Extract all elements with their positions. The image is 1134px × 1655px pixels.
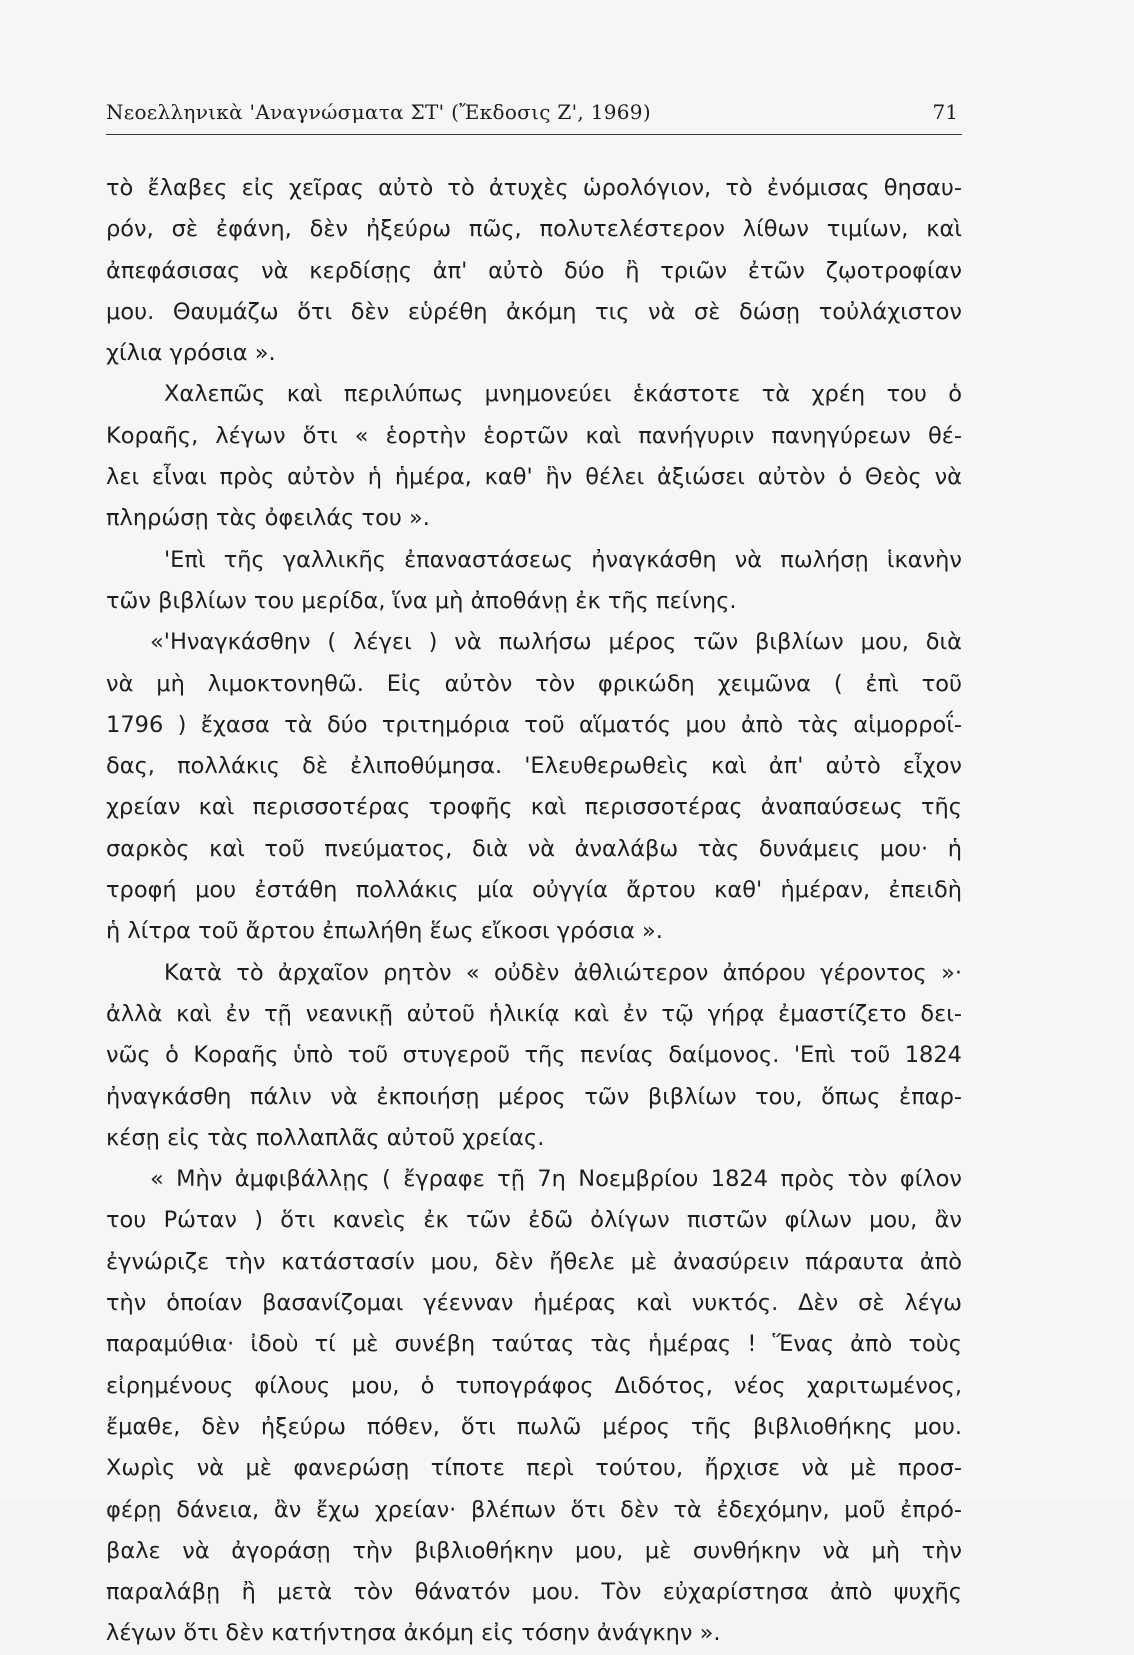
text-line: 'Επὶ τῆς γαλλικῆς ἐπαναστάσεως ἠναγκάσθη νὰ πωλήσῃ ἱκανὴν [164, 546, 962, 573]
text-line: 1796 ) ἔχασα τὰ δύο τριτημόρια τοῦ αἵματός μου ἀπὸ τὰς αἱμορροΐ- [106, 711, 962, 738]
header-title: Νεοελληνικὰ 'Αναγνώσματα ΣΤ' (Ἔκδοσις Ζ', 1969) [106, 100, 651, 124]
text-line: ρόν, σὲ ἐφάνη, δὲν ἠξεύρω πῶς, πολυτελέστερον λίθων τιμίων, καὶ [106, 216, 962, 243]
header-rule [106, 134, 962, 135]
text-line: χρείαν καὶ περισσοτέρας τροφῆς καὶ περισσοτέρας ἀναπαύσεως τῆς [106, 794, 962, 821]
text-line: δας, πολλάκις δὲ ἐλιποθύμησα. 'Ελευθερωθεὶς καὶ ἀπ' αὐτὸ εἶχον [106, 753, 962, 780]
text-line: Χωρὶς νὰ μὲ φανερώσῃ τίποτε περὶ τούτου, ἤρχισε νὰ μὲ προσ- [106, 1455, 962, 1482]
running-header [106, 92, 962, 142]
text-line: βαλε νὰ ἀγοράσῃ τὴν βιβλιοθήκην μου, μὲ συνθήκην νὰ μὴ τὴν [106, 1537, 962, 1564]
body-text [106, 168, 962, 1655]
text-line: πληρώσῃ τὰς ὀφειλάς του ». [106, 505, 430, 532]
text-line: ἐγνώριζε τὴν κατάστασίν μου, δὲν ἤθελε μὲ ἀνασύρειν πάραυτα ἀπὸ [106, 1248, 962, 1275]
text-line: χίλια γρόσια ». [106, 340, 276, 367]
text-line: τῶν βιβλίων του μερίδα, ἵνα μὴ ἀποθάνῃ ἐκ τῆς πείνης. [106, 587, 737, 614]
text-line: ἀπεφάσισας νὰ κερδίσῃς ἀπ' αὐτὸ δύο ἢ τριῶν ἐτῶν ζῳοτροφίαν [106, 257, 962, 284]
text-line: Χαλεπῶς καὶ περιλύπως μνημονεύει ἑκάστοτε τὰ χρέη του ὁ [164, 381, 962, 408]
text-line: « Μὴν ἀμφιβάλλῃς ( ἔγραφε τῇ 7η Νοεμβρίου 1824 πρὸς τὸν φίλον [150, 1166, 962, 1193]
text-line: ἡ λίτρα τοῦ ἄρτου ἐπωλήθη ἕως εἴκοσι γρόσια ». [106, 918, 663, 945]
text-line: τροφή μου ἐστάθη πολλάκις μία οὐγγία ἄρτου καθ' ἡμέραν, ἐπειδὴ [106, 877, 962, 904]
text-line: τὴν ὁποίαν βασανίζομαι γέενναν ἡμέρας καὶ νυκτός. Δὲν σὲ λέγω [106, 1290, 962, 1317]
text-line: τὸ ἔλαβες εἰς χεῖρας αὐτὸ τὸ ἀτυχὲς ὡρολόγιον, τὸ ἐνόμισας θησαυ- [106, 175, 962, 201]
text-line: νῶς ὁ Κοραῆς ὑπὸ τοῦ στυγεροῦ τῆς πενίας δαίμονος. 'Επὶ τοῦ 1824 [106, 1042, 962, 1069]
text-line: κέσῃ εἰς τὰς πολλαπλᾶς αὐτοῦ χρείας. [106, 1124, 545, 1151]
text-line: λει εἶναι πρὸς αὐτὸν ἡ ἡμέρα, καθ' ἣν θέλει ἀξιώσει αὐτὸν ὁ Θεὸς νὰ [106, 464, 962, 491]
text-line: «'Ηναγκάσθην ( λέγει ) νὰ πωλήσω μέρος τῶν βιβλίων μου, διὰ [150, 629, 962, 656]
text-line: μου. Θαυμάζω ὅτι δὲν εὑρέθη ἀκόμη τις νὰ σὲ δώσῃ τοὐλάχιστον [106, 298, 962, 325]
text-line: φέρῃ δάνεια, ἂν ἔχω χρείαν· βλέπων ὅτι δὲν τὰ ἐδεχόμην, μοῦ ἐπρό- [106, 1496, 962, 1523]
text-line: ἔμαθε, δὲν ἠξεύρω πόθεν, ὅτι πωλῶ μέρος τῆς βιβλιοθήκης μου. [106, 1413, 962, 1440]
text-line: παραλάβῃ ἢ μετὰ τὸν θάνατόν μου. Τὸν εὐχαρίστησα ἀπὸ ψυχῆς [106, 1579, 962, 1606]
text-line: νὰ μὴ λιμοκτονηθῶ. Εἰς αὐτὸν τὸν φρικώδη χειμῶνα ( ἐπὶ τοῦ [106, 670, 962, 697]
text-line: ἀλλὰ καὶ ἐν τῇ νεανικῇ αὐτοῦ ἡλικίᾳ καὶ ἐν τῷ γήρᾳ ἐμαστίζετο δει- [106, 1000, 962, 1027]
text-line: του Ρώταν ) ὅτι κανεὶς ἐκ τῶν ἐδῶ ὀλίγων πιστῶν φίλων μου, ἂν [106, 1207, 962, 1234]
page-number: 71 [932, 100, 958, 124]
text-line: Κοραῆς, λέγων ὅτι « ἑορτὴν ἑορτῶν καὶ πανήγυριν πανηγύρεων θέ- [106, 422, 962, 449]
text-line: ἠναγκάσθη πάλιν νὰ ἐκποιήσῃ μέρος τῶν βιβλίων του, ὅπως ἐπαρ- [106, 1083, 962, 1110]
text-line: παραμύθια· ἰδοὺ τί μὲ συνέβη ταύτας τὰς ἡμέρας ! Ἕνας ἀπὸ τοὺς [106, 1331, 962, 1358]
text-line: λέγων ὅτι δὲν κατήντησα ἀκόμη εἰς τόσην ἀνάγκην ». [106, 1620, 721, 1647]
text-line: Κατὰ τὸ ἀρχαῖον ρητὸν « οὐδὲν ἀθλιώτερον ἀπόρου γέροντος »· [164, 959, 962, 986]
text-line: σαρκὸς καὶ τοῦ πνεύματος, διὰ νὰ ἀναλάβω τὰς δυνάμεις μου· ἡ [106, 835, 962, 862]
text-line: εἰρημένους φίλους μου, ὁ τυπογράφος Διδότος, νέος χαριτωμένος, [106, 1372, 962, 1399]
